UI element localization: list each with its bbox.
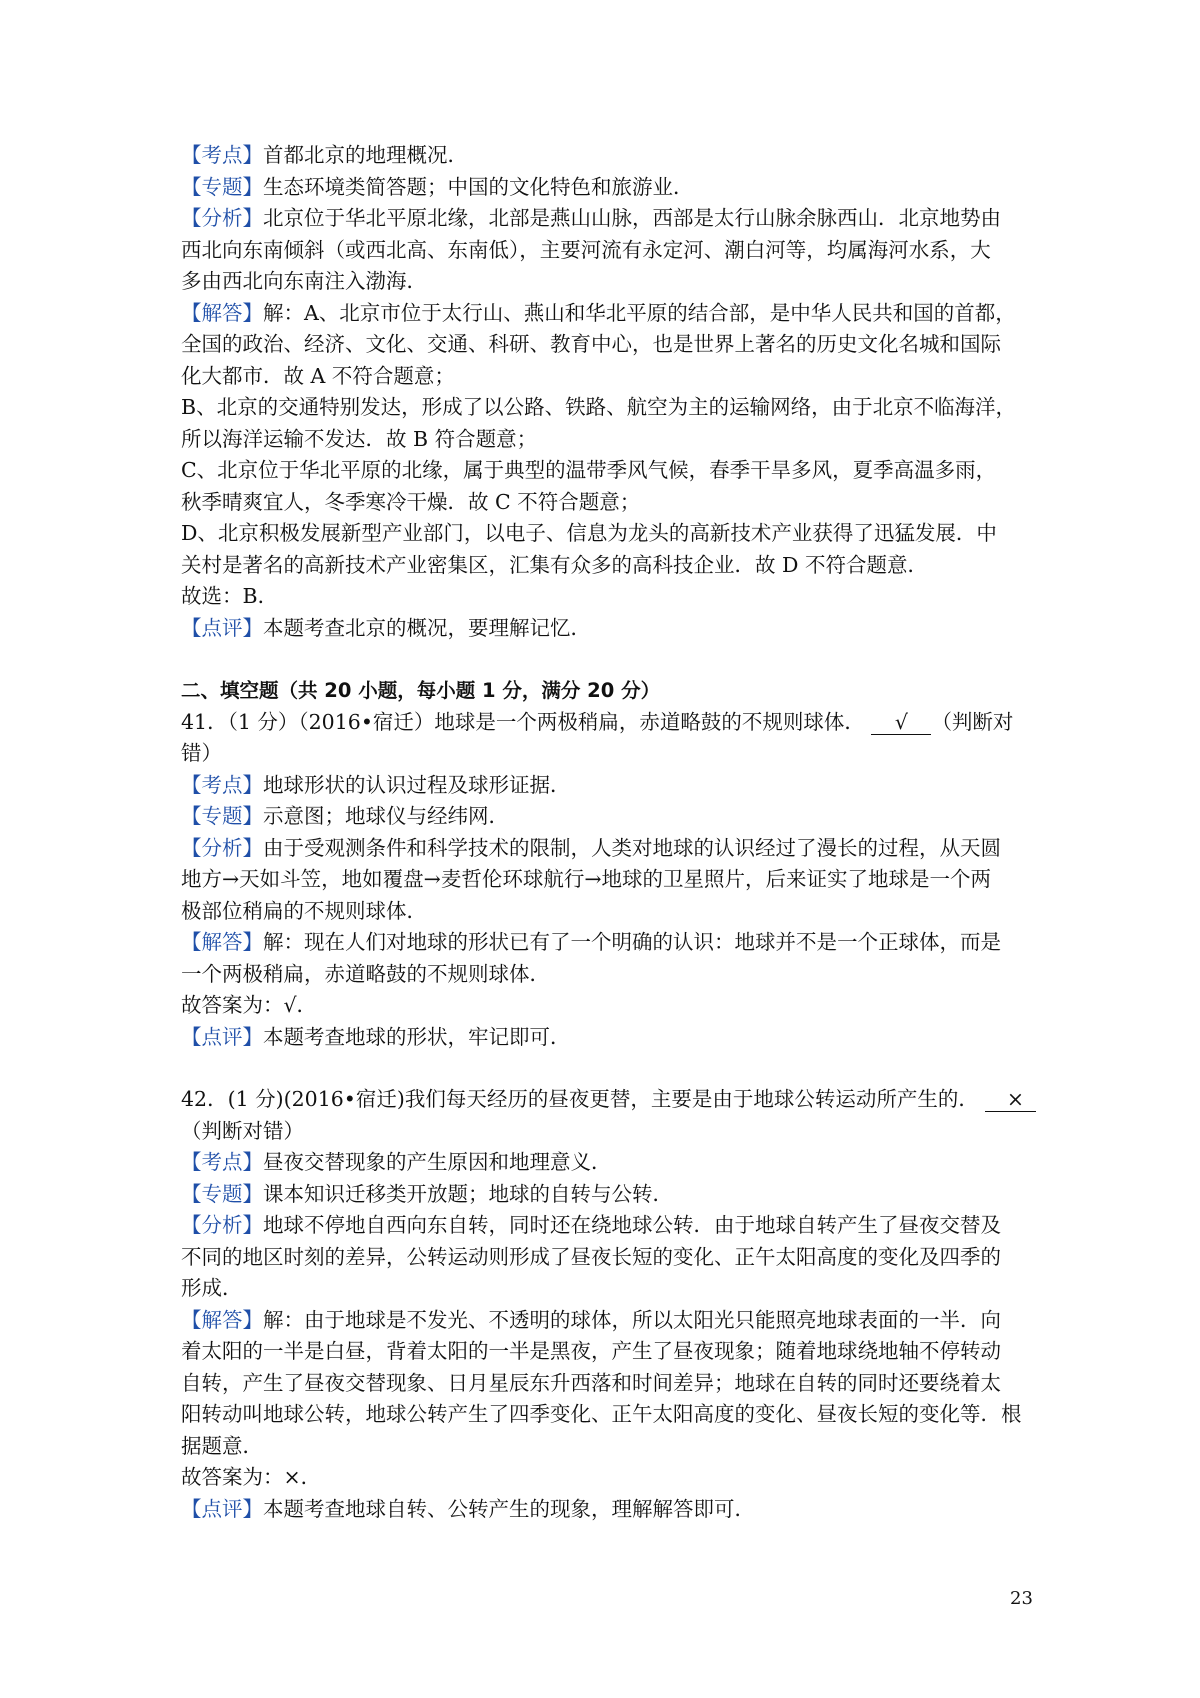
fenxi-tag: 【分析】 xyxy=(181,835,263,860)
q42-jieda-line: 自转，产生了昼夜交替现象、日月星辰东升西落和时间差异；地球在自转的同时还要绕着太 xyxy=(181,1370,1001,1395)
q40-jieda-line: 所以海洋运输不发达．故 B 符合题意； xyxy=(181,426,538,451)
q42-zhuanti xyxy=(181,1179,1036,1211)
q41-kaodian xyxy=(181,770,1036,802)
q42-fenxi-line: 不同的地区时刻的差异，公转运动则形成了昼夜长短的变化、正午太阳高度的变化及四季的 xyxy=(181,1244,1001,1269)
fenxi-tag: 【分析】 xyxy=(181,206,263,230)
jieda-tag: 【解答】 xyxy=(181,1307,263,1332)
spacer xyxy=(181,1053,1036,1084)
q41-jieda xyxy=(181,927,1036,959)
q40-jieda-line: 化大都市．故 A 不符合题意； xyxy=(181,363,455,388)
kaodian-tag: 【考点】 xyxy=(181,143,263,167)
zhuanti-tag: 【专题】 xyxy=(181,1181,263,1206)
section-heading: 二、填空题（共 20 小题，每小题 1 分，满分 20 分） xyxy=(181,679,661,702)
jieda-text: 解：A、北京市位于太行山、燕山和华北平原的结合部，是中华人民共和国的首都， xyxy=(263,300,1016,325)
dianping-tag: 【点评】 xyxy=(181,615,263,640)
q40-kaodian xyxy=(181,140,1036,172)
q41-fenxi-line: 极部位稍扁的不规则球体． xyxy=(181,898,427,923)
jieda-text: 解：现在人们对地球的形状已有了一个明确的认识：地球并不是一个正球体，而是 xyxy=(263,930,1001,954)
q40-fenxi-line: 多由西北向东南注入渤海． xyxy=(181,269,427,293)
q41-stem xyxy=(181,707,1036,739)
q42-stem-text: 42．(1 分)(2016•宿迁)我们每天经历的昼夜更替，主要是由于地球公转运动所产生的． xyxy=(181,1087,979,1111)
q40-jieda-line: 关村是著名的高新技术产业密集区，汇集有众多的高科技企业．故 D 不符合题意． xyxy=(181,552,928,577)
q41-zhuanti xyxy=(181,801,1036,833)
jieda-tag: 【解答】 xyxy=(181,300,263,325)
q40-jieda-line: 故选：B． xyxy=(181,584,279,608)
zhuanti-text: 示意图；地球仪与经纬网． xyxy=(263,804,509,828)
q40-jieda-line: C、北京位于华北平原的北缘，属于典型的温带季风气候，春季干旱多风，夏季高温多雨， xyxy=(181,458,997,482)
q40-jieda-line: D、北京积极发展新型产业部门，以电子、信息为龙头的高新技术产业获得了迅猛发展．中 xyxy=(181,521,997,545)
q40-dianping xyxy=(181,613,1036,645)
dianping-text: 本题考查地球的形状，牢记即可． xyxy=(263,1024,571,1049)
q42-jieda-line: 着太阳的一半是白昼，背着太阳的一半是黑夜，产生了昼夜现象；随着地球绕地轴不停转动 xyxy=(181,1339,1001,1363)
q42-dianping xyxy=(181,1494,1036,1526)
kaodian-text: 首都北京的地理概况． xyxy=(263,143,468,167)
fenxi-text: 北京位于华北平原北缘，北部是燕山山脉，西部是太行山脉余脉西山．北京地势由 xyxy=(263,206,1001,230)
q40-jieda-line: B、北京的交通特别发达，形成了以公路、铁路、航空为主的运输网络，由于北京不临海洋， xyxy=(181,395,1017,419)
q40-jieda xyxy=(181,298,1036,330)
q40-fenxi-line: 西北向东南倾斜（或西北高、东南低），主要河流有永定河、潮白河等，均属海河水系，大 xyxy=(181,237,991,262)
fenxi-text: 地球不停地自西向东自转，同时还在绕地球公转．由于地球自转产生了昼夜交替及 xyxy=(263,1213,1001,1237)
zhuanti-text: 课本知识迁移类开放题；地球的自转与公转． xyxy=(263,1181,673,1206)
q41-stem-text: 41．（1 分）（2016•宿迁）地球是一个两极稍扁，赤道略鼓的不规则球体． xyxy=(181,709,865,734)
q42-fenxi-line: 形成． xyxy=(181,1276,243,1300)
spacer xyxy=(181,644,1036,675)
q40-fenxi xyxy=(181,203,1036,235)
dianping-text: 本题考查地球自转、公转产生的现象，理解解答即可． xyxy=(263,1496,755,1521)
kaodian-tag: 【考点】 xyxy=(181,1150,263,1174)
zhuanti-tag: 【专题】 xyxy=(181,804,263,828)
q41-fenxi-line: 地方→天如斗笠，地如覆盘→麦哲伦环球航行→地球的卫星照片，后来证实了地球是一个两 xyxy=(181,867,992,891)
q42-stem xyxy=(181,1084,1036,1116)
q42-jieda xyxy=(181,1305,1036,1337)
q42-jieda-line: 据题意． xyxy=(181,1433,263,1458)
kaodian-text: 昼夜交替现象的产生原因和地理意义． xyxy=(263,1150,612,1174)
q41-jieda-line: 故答案为：√． xyxy=(181,993,318,1017)
q41-stem-line2: 错） xyxy=(181,741,222,765)
q40-zhuanti xyxy=(181,172,1036,204)
q41-dianping xyxy=(181,1022,1036,1054)
dianping-tag: 【点评】 xyxy=(181,1496,263,1521)
page-number: 23 xyxy=(1010,1588,1033,1609)
fenxi-tag: 【分析】 xyxy=(181,1213,263,1237)
fenxi-text: 由于受观测条件和科学技术的限制，人类对地球的认识经过了漫长的过程，从天圆 xyxy=(263,835,1001,860)
q42-fenxi xyxy=(181,1210,1036,1242)
q40-jieda-line: 秋季晴爽宜人，冬季寒冷干燥．故 C 不符合题意； xyxy=(181,489,641,514)
jieda-text: 解：由于地球是不发光、不透明的球体，所以太阳光只能照亮地球表面的一半．向 xyxy=(263,1307,1001,1332)
dianping-tag: 【点评】 xyxy=(181,1024,263,1049)
q41-fenxi xyxy=(181,833,1036,865)
jieda-tag: 【解答】 xyxy=(181,930,263,954)
q41-stem-suffix: （判断对 xyxy=(931,709,1014,734)
q42-jieda-line: 故答案为：×． xyxy=(181,1465,322,1489)
q42-jieda-line: 阳转动叫地球公转，地球公转产生了四季变化、正午太阳高度的变化、昼夜长短的变化等．根 xyxy=(181,1402,1022,1426)
zhuanti-text: 生态环境类简答题；中国的文化特色和旅游业． xyxy=(263,174,694,199)
q42-kaodian xyxy=(181,1147,1036,1179)
q40-jieda-line: 全国的政治、经济、文化、交通、科研、教育中心，也是世界上著名的历史文化名城和国际 xyxy=(181,332,1001,356)
page-content xyxy=(181,140,1036,1525)
kaodian-tag: 【考点】 xyxy=(181,772,263,797)
q42-answer-blank: × xyxy=(985,1087,1036,1112)
q41-answer-blank: √ xyxy=(871,710,931,735)
kaodian-text: 地球形状的认识过程及球形证据． xyxy=(263,772,571,797)
q41-jieda-line: 一个两极稍扁，赤道略鼓的不规则球体． xyxy=(181,961,550,986)
zhuanti-tag: 【专题】 xyxy=(181,174,263,199)
dianping-text: 本题考查北京的概况，要理解记忆． xyxy=(263,615,591,640)
q42-stem-line2: （判断对错） xyxy=(181,1118,304,1143)
